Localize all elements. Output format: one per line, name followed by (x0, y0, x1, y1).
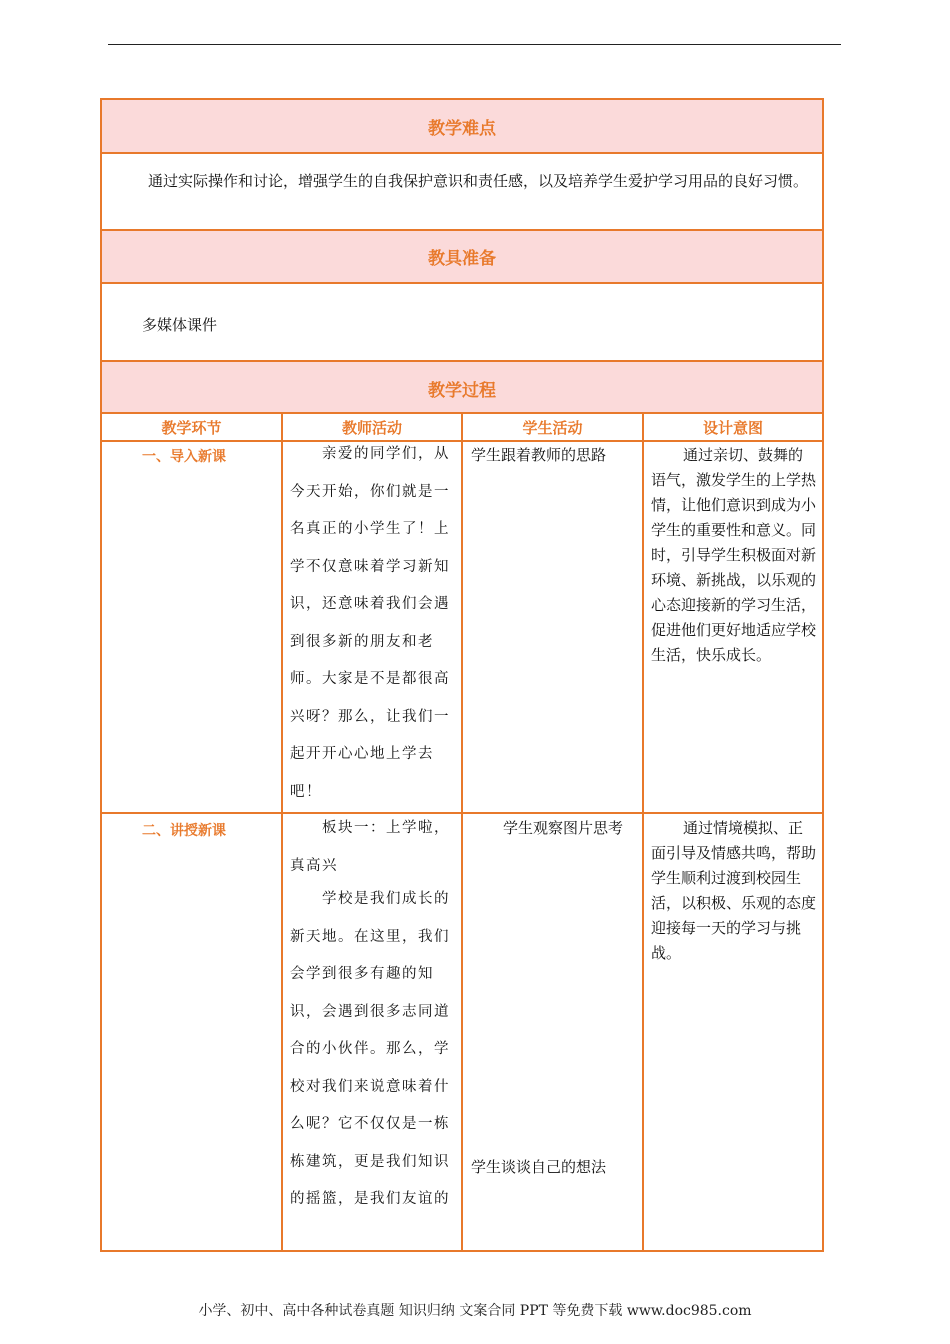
header-rule (108, 44, 841, 45)
process-title: 教学过程 (102, 362, 822, 414)
design-intent-new-lesson: 通过情境模拟、正面引导及情感共鸣，帮助学生顺利过渡到校园生活，以积极、乐观的态度迎接每一天的学习与挑战。 (651, 819, 817, 962)
column-header-intent: 设计意图 (702, 419, 763, 437)
student-activity-observe: 学生观察图片思考 (503, 819, 624, 837)
footer-text: 小学、初中、高中各种试卷真题 知识归纳 文案合同 PPT 等免费下载 www.doc985.com (198, 1303, 752, 1319)
student-activity-intro: 学生跟着教师的思路 (471, 446, 607, 464)
difficulty-text: 通过实际操作和讨论，增强学生的自我保护意识和责任感，以及培养学生爱护学习用品的良好习惯。 (148, 172, 809, 190)
design-intent-intro: 通过亲切、鼓舞的语气，激发学生的上学热情，让他们意识到成为小学生的重要性和意义。同时，引导学生积极面对新环境、新挑战，以乐观的心态迎接新的学习生活，促进他们更好地适应学校生活，快乐成长。 (651, 446, 817, 664)
section-intro: 一、导入新课 (142, 449, 226, 465)
column-header-teacher: 教师活动 (341, 419, 402, 437)
column-header-stage: 教学环节 (161, 419, 222, 437)
column-divider-3 (642, 412, 644, 1252)
difficulty-section (100, 98, 824, 231)
student-activity-share: 学生谈谈自己的想法 (471, 1158, 607, 1176)
teacher-block-title: 板块一：上学啦，真高兴 (290, 820, 450, 874)
difficulty-title: 教学难点 (102, 100, 822, 154)
teacher-activity-intro: 亲爱的同学们，从今天开始，你们就是一名真正的小学生了！上学不仅意味着学习新知识，还意味着我们会遇到很多新的朋友和老师。大家是不是都很高兴呀？那么，让我们一起开开心心地上学去吧！ (290, 446, 450, 800)
tools-text: 多媒体课件 (142, 316, 218, 334)
column-header-student: 学生活动 (522, 419, 583, 437)
column-divider-1 (281, 412, 283, 1252)
tools-section (100, 229, 824, 362)
section-new-lesson: 二、讲授新课 (142, 823, 226, 839)
teacher-activity-new-lesson: 学校是我们成长的新天地。在这里，我们会学到很多有趣的知识，会遇到很多志同道合的小伙伴。那么，学校对我们来说意味着什么呢？它不仅仅是一栋栋建筑，更是我们知识的摇篮，是我们友谊的 (290, 891, 450, 1207)
tools-title: 教具准备 (102, 231, 822, 284)
column-divider-2 (461, 412, 463, 1252)
